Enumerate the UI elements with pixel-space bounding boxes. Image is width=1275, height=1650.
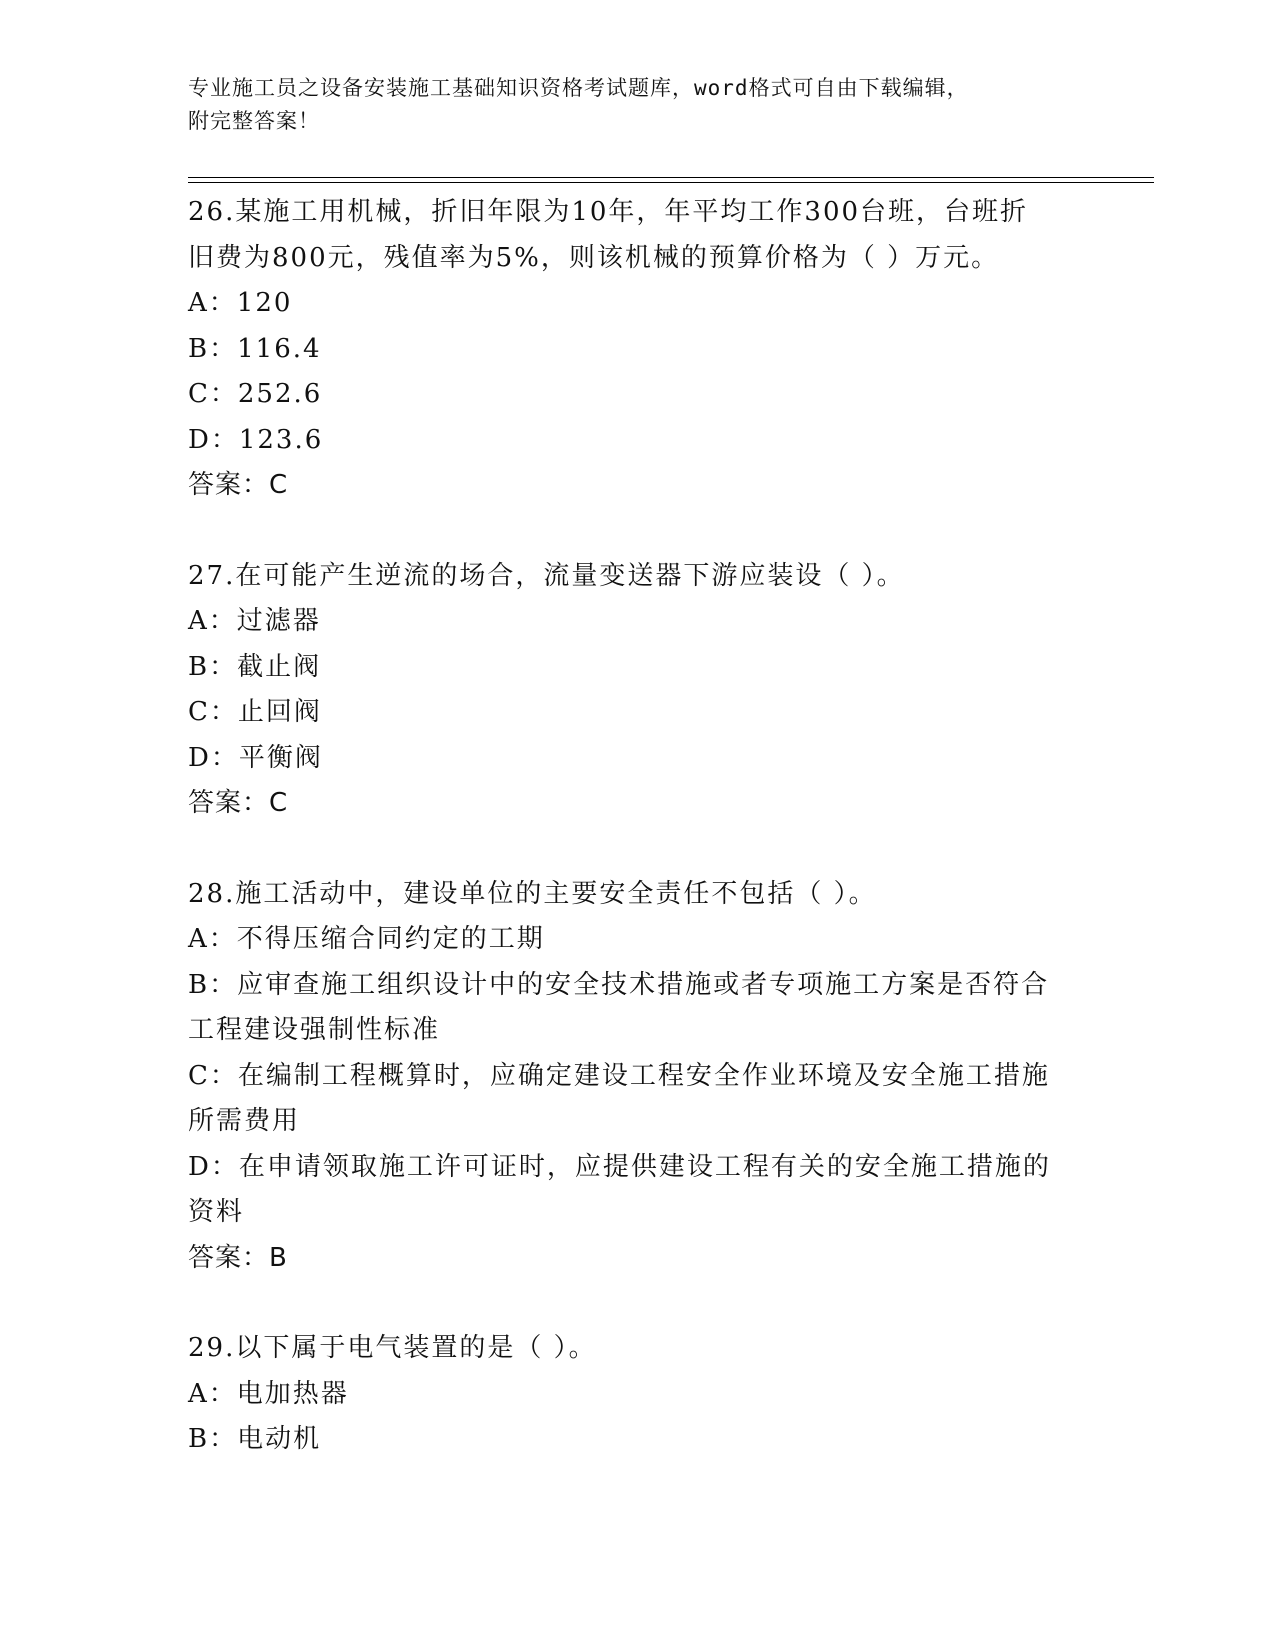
question-spacer xyxy=(188,827,1088,872)
question-block xyxy=(188,1326,1088,1463)
question-block xyxy=(188,872,1088,1327)
answer-key: 答案：B xyxy=(188,1242,288,1273)
question-stem: 26.某施工用机械，折旧年限为10年，年平均工作300台班，台班折 xyxy=(188,197,1029,227)
answer-option: B：116.4 xyxy=(188,333,322,364)
answer-option: C：252.6 xyxy=(188,379,323,409)
header-line-2: 附完整答案！ xyxy=(188,109,320,133)
answer-option: A：120 xyxy=(188,288,293,318)
answer-option: A：电加热器 xyxy=(188,1378,349,1409)
answer-option: 所需费用 xyxy=(188,1106,301,1136)
header-divider-bottom xyxy=(188,182,1154,183)
question-block xyxy=(188,190,1088,554)
answer-option: D：在申请领取施工许可证时，应提供建设工程有关的安全施工措施的 xyxy=(188,1151,1051,1182)
answer-option: A：不得压缩合同约定的工期 xyxy=(188,924,545,954)
question-stem: 28.施工活动中，建设单位的主要安全责任不包括（ ）。 xyxy=(188,878,877,909)
answer-option: A：过滤器 xyxy=(188,606,321,636)
question-spacer xyxy=(188,1281,1088,1326)
answer-option: C：止回阀 xyxy=(188,697,322,727)
answer-option: D：123.6 xyxy=(188,424,324,455)
answer-option: C：在编制工程概算时，应确定建设工程安全作业环境及安全施工措施 xyxy=(188,1060,1050,1091)
question-spacer xyxy=(188,509,1088,554)
question-block xyxy=(188,554,1088,872)
document-header xyxy=(188,72,1068,138)
header-divider-top xyxy=(188,177,1154,178)
answer-option: D：平衡阀 xyxy=(188,742,323,773)
answer-option: B：应审查施工组织设计中的安全技术措施或者专项施工方案是否符合 xyxy=(188,969,1050,1000)
answer-key: 答案：C xyxy=(188,470,289,500)
answer-key: 答案：C xyxy=(188,788,289,818)
question-stem: 旧费为800元，残值率为5%，则该机械的预算价格为（ ）万元。 xyxy=(188,242,1000,273)
answer-option: B：截止阀 xyxy=(188,651,322,682)
answer-option: 资料 xyxy=(188,1197,245,1227)
question-list xyxy=(188,190,1088,1463)
header-line-1: 专业施工员之设备安装施工基础知识资格考试题库，word格式可自由下载编辑， xyxy=(188,76,969,100)
question-stem: 27.在可能产生逆流的场合，流量变送器下游应装设（ ）。 xyxy=(188,560,905,591)
question-stem: 29.以下属于电气装置的是（ ）。 xyxy=(188,1333,597,1363)
answer-option: B：电动机 xyxy=(188,1424,322,1454)
answer-option: 工程建设强制性标准 xyxy=(188,1015,441,1045)
